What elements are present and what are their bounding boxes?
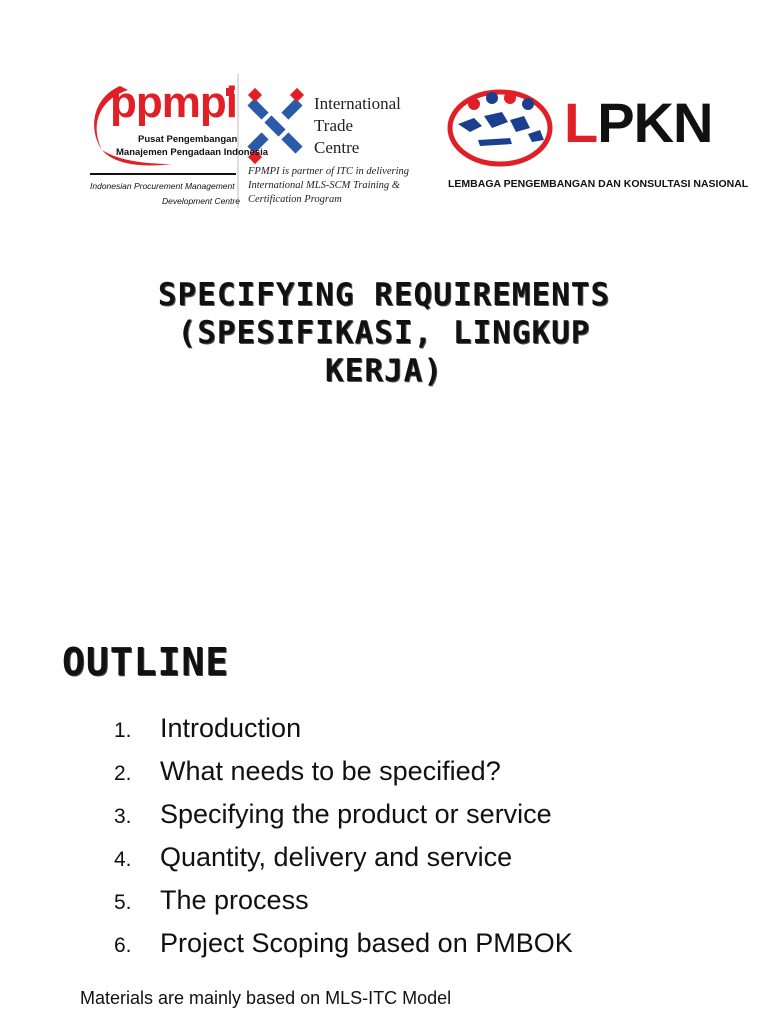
- outline-slide: [0, 600, 768, 1024]
- itc-name-line2: Trade: [314, 116, 354, 135]
- list-item-number: 1.: [114, 719, 132, 742]
- list-item: [114, 842, 573, 885]
- slide-title-line3: KERJA): [325, 353, 443, 389]
- list-item-number: 3.: [114, 805, 132, 828]
- itc-name-line1: International: [314, 94, 401, 113]
- outline-heading: OUTLINE: [62, 640, 230, 684]
- ppmpi-brand: ppmpi: [110, 78, 237, 127]
- list-item: [114, 756, 573, 799]
- list-item-number: 6.: [114, 934, 132, 957]
- ppmpi-english-line2: Development Centre: [162, 196, 240, 206]
- itc-note-line1: FPMPI is partner of ITC in delivering: [248, 166, 409, 177]
- footer-note: Materials are mainly based on MLS-ITC Model: [80, 988, 452, 1008]
- list-item: [114, 928, 573, 971]
- itc-note-line2: International MLS-SCM Training &: [248, 180, 400, 191]
- lpkn-letter-l: L: [564, 91, 598, 154]
- ppmpi-name-line2: Manajemen Pengadaan Indonesia: [116, 147, 269, 158]
- ppmpi-name-line1: Pusat Pengembangan: [138, 134, 238, 145]
- lpkn-letters-rest: PKN: [597, 91, 713, 154]
- list-item-text: Specifying the product or service: [160, 799, 552, 829]
- list-item: [114, 799, 573, 842]
- ppmpi-itc-logo: [80, 68, 415, 213]
- itc-note-line3: Certification Program: [248, 194, 342, 205]
- itc-name-line3: Centre: [314, 138, 360, 157]
- lpkn-logo: [440, 78, 749, 203]
- list-item-text: Quantity, delivery and service: [160, 842, 513, 872]
- list-item-number: 5.: [114, 891, 132, 914]
- lpkn-subtitle: LEMBAGA PENGEMBANGAN DAN KONSULTASI NASIONAL: [448, 178, 749, 190]
- ppmpi-english-line1: Indonesian Procurement Management: [90, 181, 235, 191]
- list-item-number: 4.: [114, 848, 132, 871]
- list-item-text: The process: [160, 885, 309, 915]
- list-item-number: 2.: [114, 762, 132, 785]
- list-item-text: What needs to be specified?: [160, 756, 501, 786]
- list-item: [114, 885, 573, 928]
- slide-title: [60, 276, 708, 390]
- slide-title-line2: (SPESIFIKASI, LINGKUP: [177, 315, 591, 351]
- list-item: [114, 713, 573, 756]
- slide-title-line1: SPECIFYING REQUIREMENTS: [157, 277, 611, 313]
- list-item-text: Introduction: [160, 713, 302, 743]
- list-item-text: Project Scoping based on PMBOK: [160, 928, 573, 958]
- outline-list: [114, 713, 573, 971]
- lpkn-wordmark: [564, 90, 712, 155]
